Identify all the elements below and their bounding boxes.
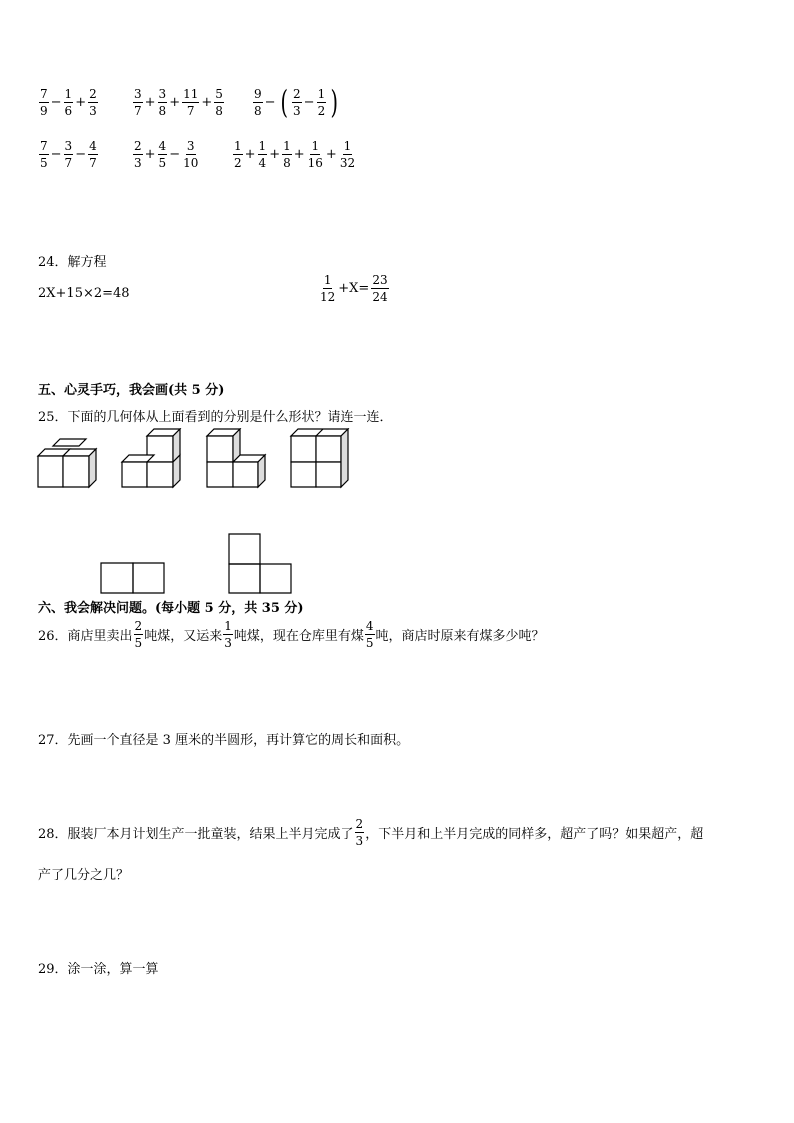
cube-side — [341, 429, 348, 487]
section-6-heading: 六、我会解决问题。(每小题 5 分，共 35 分) — [38, 601, 304, 616]
operator: − — [75, 147, 87, 162]
operator: − — [50, 95, 62, 110]
fraction: $\frac{1}{4}$ — [258, 139, 267, 170]
calc-row2-expr2 — [132, 140, 200, 169]
operator: + — [144, 95, 156, 110]
fraction: $\frac{7}{5}$ — [40, 139, 48, 170]
q26-text: 26．商店里卖出 $\frac{2}{5}$ 吨煤，又运来 $\frac{1}{3}$ 吨煤，现在仓库里有煤 $\frac{4}{5}$ 吨，商店时原来有煤多少吨？ — [38, 619, 545, 650]
operator: + — [169, 95, 181, 110]
fraction: $\frac{1}{32}$ — [339, 139, 356, 170]
operator: − — [303, 94, 315, 110]
q24-equation-1: 2X+15×2=48 — [38, 286, 130, 301]
operator: + — [201, 95, 213, 110]
calc-row1-expr2 — [132, 88, 225, 117]
left-paren: ( — [280, 83, 288, 121]
operator: + — [325, 147, 337, 162]
fraction: $\frac{2}{3}$ — [134, 139, 142, 170]
cube-side — [89, 449, 96, 487]
cube-front — [147, 462, 173, 487]
fraction: $\frac{1}{8}$ — [283, 139, 291, 170]
operator: − — [169, 147, 181, 162]
operator: − — [264, 94, 276, 110]
solid-d — [291, 429, 348, 487]
calc-row1-expr1 — [38, 88, 99, 117]
calc-row2-expr1 — [38, 140, 99, 169]
operator: + — [75, 95, 87, 110]
fraction: $\frac{1}{2}$ — [317, 86, 326, 118]
solid-figures-row — [36, 428, 356, 492]
fraction: $\frac{4}{7}$ — [89, 139, 97, 170]
equation-middle: +X= — [338, 281, 370, 296]
fraction: $\frac{2}{3}$ — [89, 87, 97, 118]
cube-top-back — [53, 439, 86, 446]
top-view-l-shape — [229, 534, 291, 593]
fraction: $\frac{2}{3}$ — [293, 86, 301, 118]
fraction: $\frac{3}{8}$ — [158, 87, 167, 118]
fraction: $\frac{5}{8}$ — [215, 87, 223, 118]
operator: + — [293, 147, 305, 162]
operator: − — [50, 147, 62, 162]
fraction: $\frac{2}{5}$ — [134, 619, 143, 650]
operator: + — [269, 147, 281, 162]
cube-front — [316, 436, 341, 462]
fraction: $\frac{3}{7}$ — [134, 87, 142, 118]
fraction: $\frac{23}{24}$ — [372, 273, 388, 304]
fraction: $\frac{7}{9}$ — [40, 87, 48, 118]
fraction: $\frac{2}{3}$ — [355, 817, 364, 848]
q28-text-line1: 28．服装厂本月计划生产一批童装，结果上半月完成了 $\frac{2}{3}$ ，下半月和上半月完成的同样多，超产了吗？如果超产，超 — [38, 817, 704, 848]
fraction: $\frac{9}{8}$ — [254, 86, 262, 118]
cube-front — [291, 462, 316, 487]
cube-front — [291, 436, 316, 462]
calc-row2-expr3 — [232, 140, 357, 169]
fraction: $\frac{1}{16}$ — [307, 139, 323, 170]
fraction: $\frac{11}{7}$ — [183, 87, 199, 118]
fraction: $\frac{4}{5}$ — [158, 139, 167, 170]
fraction: $\frac{1}{3}$ — [224, 619, 232, 650]
q24-title: 24．解方程 — [38, 255, 107, 270]
q24-equation-2 — [318, 274, 390, 303]
fraction: $\frac{1}{6}$ — [64, 87, 73, 118]
fraction: $\frac{3}{7}$ — [64, 139, 73, 170]
right-paren: ) — [330, 83, 339, 121]
operator: + — [244, 147, 256, 162]
q29-text: 29．涂一涂，算一算 — [38, 962, 159, 977]
solid-b — [122, 429, 180, 487]
q28-text-line2: 产了几分之几？ — [38, 868, 130, 883]
solid-a — [38, 439, 96, 487]
cube-front — [316, 462, 341, 487]
top-view-two-squares — [101, 563, 164, 593]
calc-row1-expr3 — [252, 83, 342, 121]
top-view-shapes — [100, 533, 296, 595]
cube-front — [63, 456, 89, 487]
section-5-heading: 五、心灵手巧，我会画(共 5 分) — [38, 383, 225, 398]
cube-front — [207, 436, 233, 462]
cube-front — [122, 462, 147, 487]
cube-front — [207, 462, 233, 487]
cube-front — [233, 462, 258, 487]
fraction: $\frac{1}{2}$ — [234, 139, 242, 170]
operator: + — [144, 147, 156, 162]
cube-front — [38, 456, 63, 487]
solid-c — [207, 429, 265, 487]
fraction: $\frac{1}{12}$ — [320, 273, 336, 304]
fraction: $\frac{3}{10}$ — [183, 139, 199, 170]
fraction: $\frac{4}{5}$ — [365, 619, 374, 650]
q25-text: 25．下面的几何体从上面看到的分别是什么形状？请连一连． — [38, 410, 393, 425]
q27-text: 27．先画一个直径是 3 厘米的半圆形，再计算它的周长和面积。 — [38, 733, 410, 748]
